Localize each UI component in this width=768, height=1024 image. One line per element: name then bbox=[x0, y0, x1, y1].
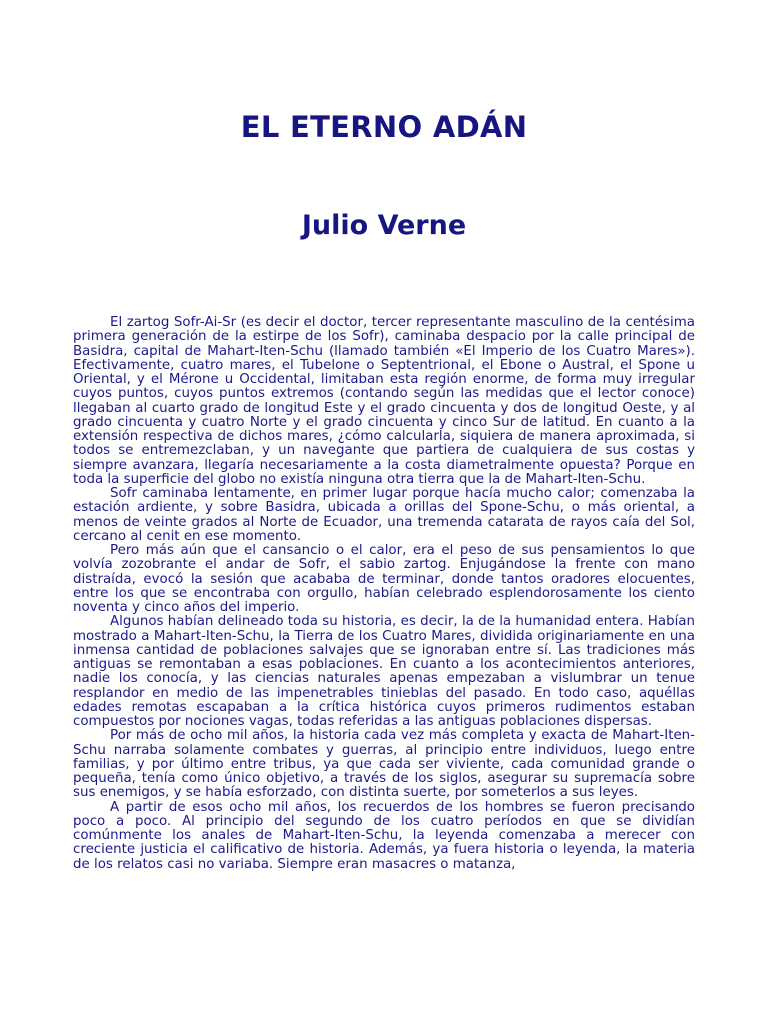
paragraph: Por más de ocho mil años, la historia cada vez más completa y exacta de Mahart-Iten-Schu narraba solamente combates y guerras, al principio entre individuos, luego entre familias, y por último entre tribus, ya que cada ser viviente, cada comunidad grande o pequeña, tenía como único objetivo, a través de los siglos, asegurar su supremacía sobre sus enemigos, y se había esforzado, con distinta suerte, por someterlos a sus leyes. bbox=[73, 728, 695, 801]
author-name: Julio Verne bbox=[301, 210, 467, 241]
book-title: EL ETERNO ADÁN bbox=[240, 110, 528, 144]
paragraph: A partir de esos ocho mil años, los recuerdos de los hombres se fueron precisando poco a poco. Al principio del segundo de los cuatro períodos en que se dividían comúnmente los anales de Mahart-Iten-Schu, la leyenda comenzaba a merecer con creciente justicia el calificativo de historia. Además, ya fuera historia o leyenda, la materia de los relatos casi no variaba. Siempre eran masacres o matanza, bbox=[73, 799, 695, 872]
paragraph: Sofr caminaba lentamente, en primer lugar porque hacía mucho calor; comenzaba la estación ardiente, y sobre Basidra, ubicada a orillas del Spone-Schu, o más oriental, a menos de veinte grados al Norte de Ecuador, una tremenda catarata de rayos caía del Sol, cercano al cenit en ese momento. bbox=[73, 486, 695, 544]
paragraph: Algunos habían delineado toda su historia, es decir, la de la humanidad entera. Habían mostrado a Mahart-Iten-Schu, la Tierra de los Cuatro Mares, dividida originariamente en una inmensa cantidad de poblaciones salvajes que se ignoraban entre sí. Las tradiciones más antiguas se remontaban a esas poblaciones. En cuanto a los acontecimientos anteriores, nadie los conocía, y las ciencias naturales apenas empezaban a vislumbrar un tenue resplandor en medio de las impenetrables tinieblas del pasado. En todo caso, aquéllas edades remotas escapaban a la crítica histórica cuyos primeros rudimentos estaban compuestos por nociones vagas, todas referidas a las antiguas poblaciones dispersas. bbox=[73, 614, 695, 729]
body-text bbox=[73, 316, 695, 872]
paragraph: Pero más aún que el cansancio o el calor, era el peso de sus pensamientos lo que volvía zozobrante el andar de Sofr, el sabio zartog. Enjugándose la frente con mano distraída, evocó la sesión que acababa de terminar, donde tantos oradores elocuentes, entre los que se encontraba con orgullo, habían celebrado esplendorosamente los ciento noventa y cinco años del imperio. bbox=[73, 543, 695, 615]
paragraph: El zartog Sofr-Ai-Sr (es decir el doctor, tercer representante masculino de la centésima primera generación de la estirpe de los Sofr), caminaba despacio por la calle principal de Basidra, capital de Mahart-Iten-Schu (llamado también «El Imperio de los Cuatro Mares»). Efectivamente, cuatro mares, el Tubelone o Septentrional, el Ebone o Austral, el Spone u Oriental, y el Mérone u Occidental, limitaban esta región enorme, de forma muy irregular cuyos puntos, cuyos puntos extremos (contando según las medidas que el lector conoce) llegaban al cuarto grado de longitud Este y el grado cincuenta y dos de longitud Oeste, y al grado cincuenta y cuatro Norte y el grado cincuenta y cinco Sur de latitud. En cuanto a la extensión respectiva de dichos mares, ¿cómo calcularla, siquiera de manera aproximada, si todos se entremezclaban, y un navegante que partiera de cualquiera de sus costas y siempre avanzara, llegaría necesariamente a la costa diametralmente opuesta? Porque en toda la superficie del globo no existía ninguna otra tierra que la de Mahart-Iten-Schu. bbox=[73, 315, 695, 487]
